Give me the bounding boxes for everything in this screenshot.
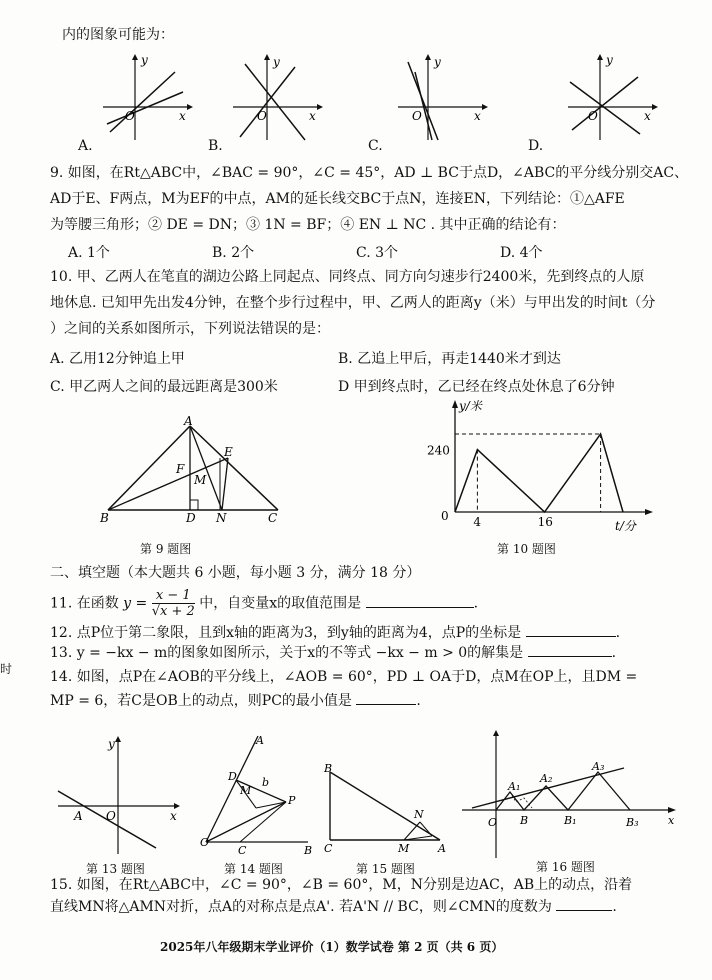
- fig9-diagram: [100, 414, 290, 528]
- fig13-label-o: O: [106, 809, 116, 823]
- fig16-label-x: x: [668, 814, 675, 827]
- q8-b-x: x: [309, 109, 316, 123]
- q11-prefix: 11. 在函数: [50, 595, 119, 612]
- fig15-label-c: C: [324, 842, 333, 855]
- fig16-label-a2: A₂: [540, 772, 553, 785]
- fig16-diagram: [462, 730, 682, 860]
- q8-graph-c: [390, 52, 490, 142]
- q9-line3: 为等腰三角形；② DE = DN；③ 1N = BF；④ EN ⊥ NC . 其中正确的结论有：: [50, 217, 566, 233]
- fig16-label-b1: B₁: [564, 814, 577, 827]
- q10-line3: ）之间的关系如图所示，下列说法错误的是：: [50, 321, 330, 337]
- fig14-label-p: P: [288, 794, 296, 807]
- q9-option-d: D. 4个: [500, 245, 543, 261]
- q8-option-c: C.: [368, 138, 383, 154]
- q10-option-b: B. 乙追上甲后，再走1440米才到达: [338, 351, 561, 367]
- page-footer: 2025年八年级期末学业评价（1）数学试卷 第 2 页（共 6 页）: [160, 940, 504, 954]
- fig14-label-o: O: [200, 836, 210, 849]
- q8-graph-d: [560, 52, 660, 142]
- q8-a-y: y: [141, 53, 148, 67]
- q8-option-a: A.: [78, 138, 93, 154]
- q10-line2: 地休息. 已知甲先出发4分钟，在整个步行过程中，甲、乙两人的距离y（米）与甲出发的时间t（分: [50, 295, 656, 311]
- q8-c-x: x: [474, 109, 481, 123]
- q14-line1: 14. 如图，点P在∠AOB的平分线上，∠AOB = 60°，PD ⊥ OA于D，点M在OP上，且DM =: [50, 669, 638, 685]
- q12: 12. 点P位于第二象限，且到x轴的距离为3，到y轴的距离为4，点P的坐标是 .: [50, 625, 621, 641]
- q8-option-d: D.: [528, 138, 544, 154]
- q8-d-o: O: [588, 109, 598, 123]
- q10-line1: 10. 甲、乙两人在笔直的湖边公路上同起点、同终点、同方向匀速步行2400米，先到终点的人原: [50, 269, 645, 285]
- q11-fraction: [152, 588, 195, 619]
- fig15-label-a: A: [438, 842, 446, 855]
- fig14-label-b-small: b: [262, 776, 270, 789]
- fig16-label-b3: B₃: [626, 816, 639, 829]
- fig15-diagram: [322, 760, 452, 855]
- q11-suffix: 中，自变量x的取值范围是: [199, 595, 362, 612]
- q11-y: y =: [123, 595, 148, 612]
- q11-denominator: √x + 2: [151, 604, 195, 619]
- q8-a-o: O: [125, 109, 135, 123]
- fig9-label-e: E: [224, 445, 233, 459]
- fig9-label-a: A: [184, 414, 193, 428]
- q8-b-o: O: [257, 109, 267, 123]
- fig10-ylabel: y/米: [459, 399, 482, 413]
- fig14-label-a: A: [256, 734, 264, 747]
- q10-option-a: A. 乙用12分钟追上甲: [50, 351, 185, 367]
- q12-text: 12. 点P位于第二象限，且到x轴的距离为3，到y轴的距离为4，点P的坐标是: [50, 625, 522, 641]
- q9-option-c: C. 3个: [356, 245, 399, 261]
- q8-b-y: y: [273, 55, 280, 69]
- section2-title: 二、填空题（本大题共 6 小题，每小题 3 分，满分 18 分）: [50, 565, 421, 581]
- q14-text: MP = 6，若C是OB上的动点，则PC的最小值是: [50, 693, 352, 709]
- q8-d-y: y: [606, 53, 613, 67]
- fig9-label-m: M: [194, 473, 207, 487]
- fig15-label-n: N: [414, 808, 424, 821]
- q9-line1: 9. 如图，在Rt△ABC中，∠BAC = 90°，∠C = 45°，AD ⊥ BC于点D，∠ABC的平分线分别交AC、: [50, 165, 689, 181]
- fig16-label-a1: A₁: [508, 780, 521, 793]
- fig15-label-b: B: [324, 762, 333, 775]
- q9-option-b: B. 2个: [212, 245, 255, 261]
- fig13-label-y: y: [108, 737, 115, 751]
- fig16-label-b: B: [520, 814, 529, 827]
- q10-option-d: D 甲到终点时，乙已经在终点处休息了6分钟: [338, 379, 615, 395]
- fig10-tick-0: 0: [441, 509, 449, 523]
- fig9-label-d: D: [186, 511, 196, 525]
- q15-line2: 直线MN将△AMN对折，点A的对称点是点A'. 若A'N // BC，则∠CMN的度数为 .: [50, 899, 617, 915]
- fig16-caption: 第 16 题图: [536, 860, 595, 874]
- q8-a-x: x: [179, 109, 186, 123]
- q11: 11. 在函数 y = $\frac{x - 1}{√x + 2}$ 中，自变量x的取值范围是 .: [50, 588, 479, 619]
- q8-graph-a: [95, 52, 195, 142]
- fig16-label-o: O: [488, 816, 498, 829]
- q15-answer-blank[interactable]: [556, 910, 612, 911]
- fig13-diagram: [58, 736, 188, 856]
- q8-graph-b: [225, 52, 325, 142]
- fig10-chart: [425, 398, 665, 538]
- q11-answer-blank[interactable]: [366, 607, 474, 608]
- q8-option-b: B.: [208, 138, 223, 154]
- q8-stem: 内的图象可能为：: [62, 27, 174, 43]
- q9-option-a: A. 1个: [68, 245, 110, 261]
- fig15-label-m: M: [398, 842, 410, 855]
- fig15-caption: 第 15 题图: [356, 862, 415, 876]
- fig9-label-n: N: [216, 511, 227, 525]
- fig14-caption: 第 14 题图: [224, 862, 283, 876]
- fig14-label-d: D: [228, 770, 237, 783]
- q10-option-c: C. 甲乙两人之间的最远距离是300米: [50, 379, 278, 395]
- fig10-ytick-240: 240: [427, 443, 450, 458]
- fig13-label-a: A: [74, 809, 83, 823]
- q8-d-x: x: [644, 109, 651, 123]
- fig10-xtick-16: 16: [537, 515, 553, 529]
- q8-c-y: y: [434, 55, 441, 69]
- q12-answer-blank[interactable]: [526, 636, 616, 637]
- q13-text: 13. y = −kx − m的图象如图所示，关于x的不等式 −kx − m > 0的解集是: [50, 645, 524, 661]
- q13: 13. y = −kx − m的图象如图所示，关于x的不等式 −kx − m > 0的解集是 .: [50, 645, 617, 661]
- fig10-xlabel: t/分: [615, 519, 636, 533]
- q15-line1: 15. 如图，在Rt△ABC中，∠C = 90°，∠B = 60°，M，N分别是边AC，AB上的动点，沿着: [50, 877, 633, 893]
- q13-answer-blank[interactable]: [528, 656, 612, 657]
- fig9-label-b: B: [100, 511, 109, 525]
- fig14-label-c: C: [238, 844, 247, 857]
- fig13-caption: 第 13 题图: [86, 862, 145, 876]
- q15-text: 直线MN将△AMN对折，点A的对称点是点A'. 若A'N // BC，则∠CMN的度数为: [50, 899, 552, 915]
- fig9-caption: 第 9 题图: [140, 542, 192, 556]
- fig10-caption: 第 10 题图: [497, 542, 556, 556]
- fig9-label-c: C: [268, 511, 278, 525]
- q14-answer-blank[interactable]: [356, 704, 416, 705]
- fig14-label-b: B: [304, 844, 313, 857]
- q14-line2: MP = 6，若C是OB上的动点，则PC的最小值是 .: [50, 693, 421, 709]
- fig10-series-line: [455, 434, 623, 512]
- fig14-diagram: [200, 732, 320, 857]
- margin-mark: 时: [0, 662, 13, 676]
- fig10-xtick-4: 4: [473, 515, 482, 529]
- fig14-label-m: M: [240, 784, 252, 797]
- q11-numerator: x − 1: [152, 588, 195, 604]
- fig13-label-x: x: [170, 809, 177, 823]
- fig9-label-f: F: [176, 462, 185, 476]
- fig16-label-a3: A₃: [592, 760, 605, 773]
- q9-line2: AD于E、F两点，M为EF的中点，AM的延长线交BC于点N，连接EN，下列结论：①△AFE: [50, 191, 625, 207]
- q8-c-o: O: [412, 109, 422, 123]
